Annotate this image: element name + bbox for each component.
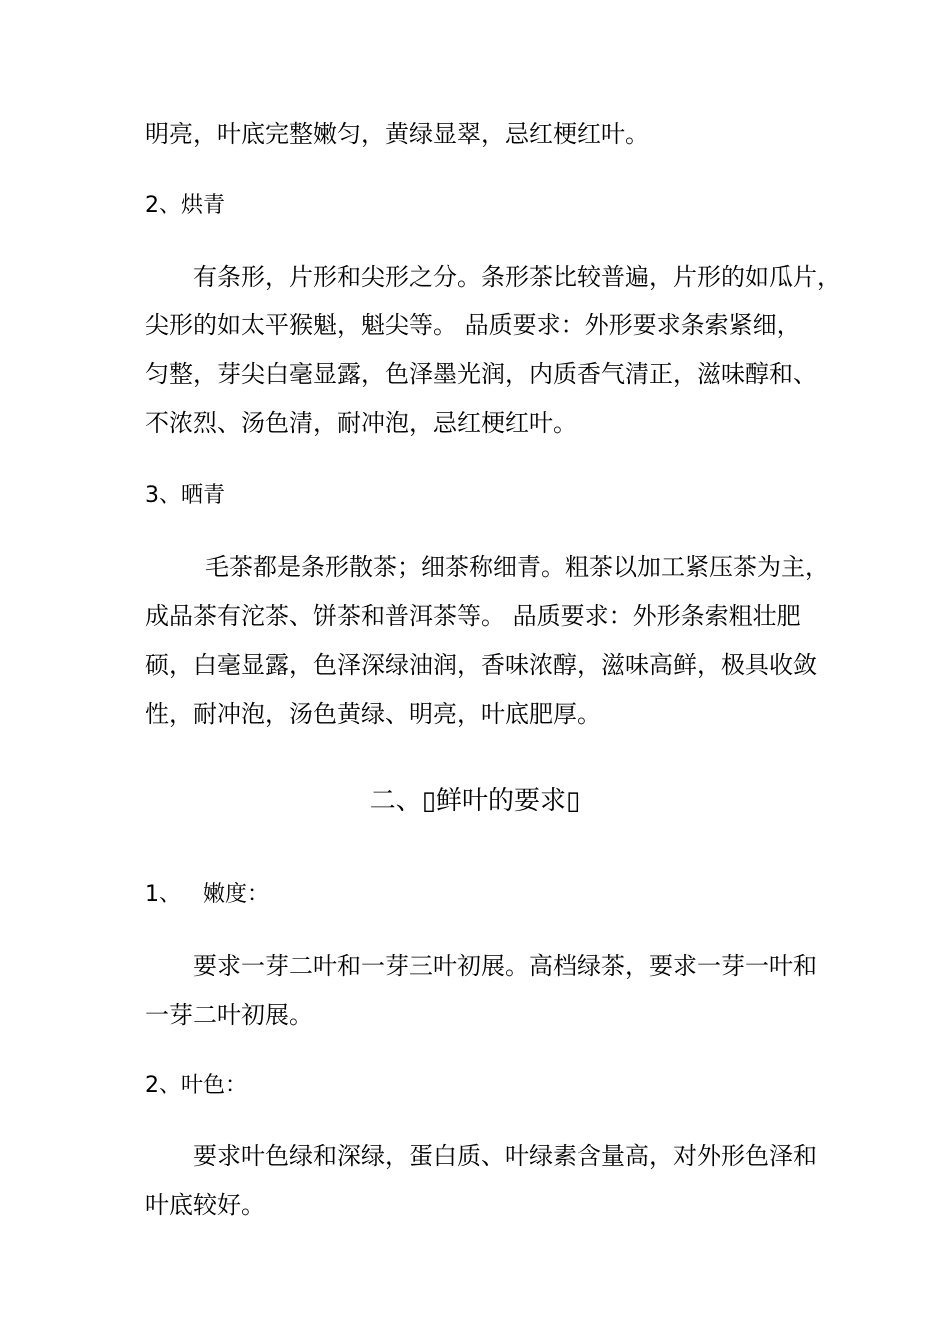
- paragraph-line: 硕，白毫显露，色泽深绿油润，香味浓醇，滋味高鲜，极具收敛: [145, 651, 817, 679]
- subsection-number: 1、: [145, 882, 181, 907]
- paragraph-line: 明亮，叶底完整嫩匀，黄绿显翠，忌红梗红叶。: [145, 120, 649, 148]
- paragraph-line: 有条形，片形和尖形之分。条形茶比较普遍，片形的如瓜片，: [193, 263, 841, 291]
- subsection-label: 嫩度：: [203, 882, 270, 907]
- paragraph-line: 尖形的如太平猴魁，魁尖等。 品质要求：外形要求条索紧细，: [145, 311, 801, 339]
- paragraph-line: 成品茶有沱茶、饼茶和普洱茶等。 品质要求：外形条索粗壮肥: [145, 602, 801, 630]
- paragraph-line: 要求叶色绿和深绿，蛋白质、叶绿素含量高，对外形色泽和: [193, 1142, 817, 1170]
- paragraph-line: 一芽二叶初展。: [145, 1001, 313, 1029]
- section-heading-shaiqing: 3、晒青: [145, 483, 225, 508]
- paragraph-line: 不浓烈、汤色清，耐冲泡，忌红梗红叶。: [145, 409, 577, 437]
- paragraph-line: 要求一芽二叶和一芽三叶初展。高档绿茶，要求一芽一叶和: [193, 952, 817, 980]
- paragraph-line: 性，耐冲泡，汤色黄绿、明亮，叶底肥厚。: [145, 700, 601, 728]
- part-title: 二、▯鲜叶的要求▯: [369, 786, 581, 816]
- subsection-heading-leaf-color: 2、叶色：: [145, 1073, 247, 1098]
- paragraph-line: 匀整，芽尖白毫显露，色泽墨光润，内质香气清正，滋味醇和、: [145, 360, 817, 388]
- section-heading-hongqing: 2、烘青: [145, 193, 225, 218]
- paragraph-line: 叶底较好。: [145, 1191, 265, 1219]
- paragraph-line: 毛茶都是条形散茶；细茶称细青。粗茶以加工紧压茶为主，: [205, 553, 829, 581]
- subsection-heading-tenderness: [145, 880, 269, 910]
